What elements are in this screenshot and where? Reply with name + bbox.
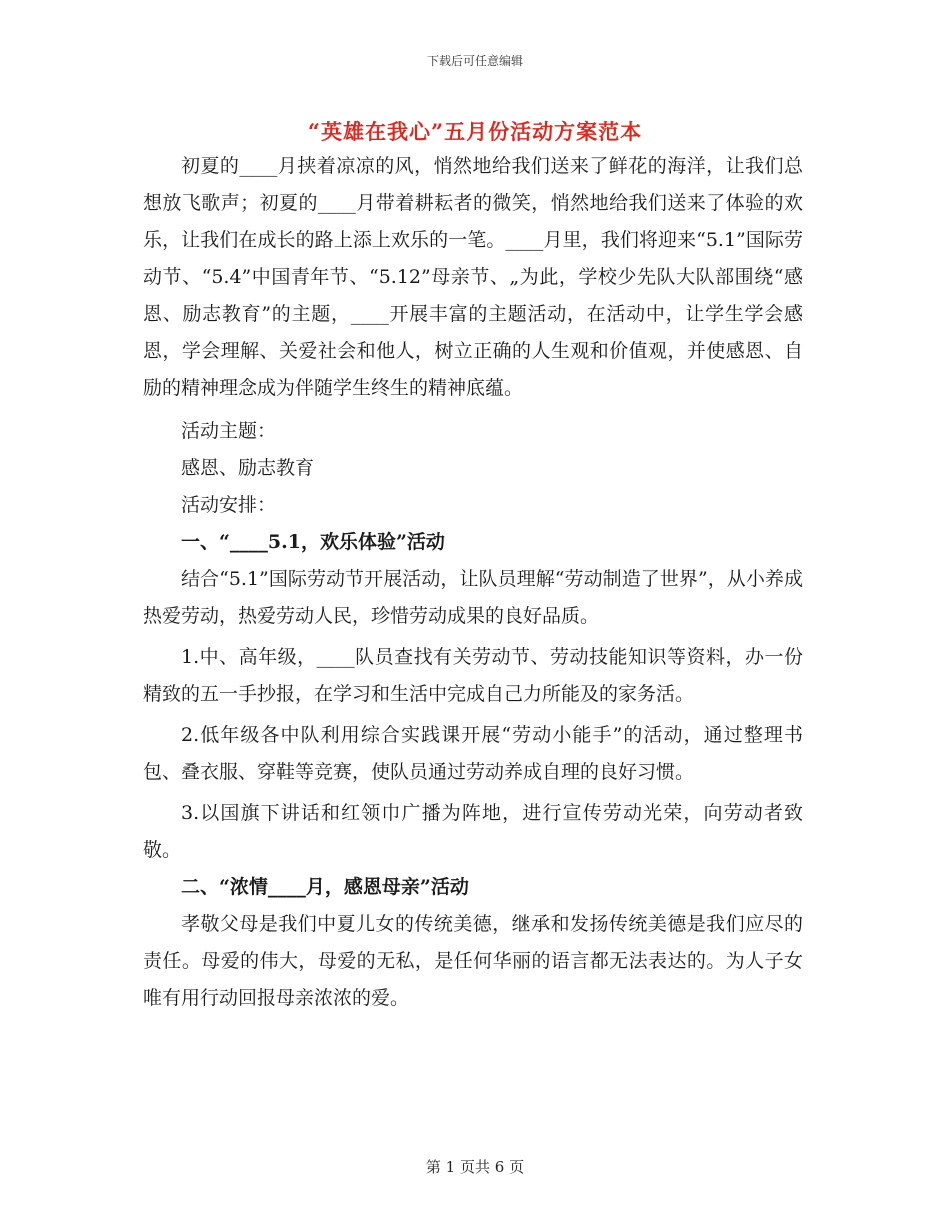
section-2-paragraph: 孝敬父母是我们中夏儿女的传统美德，继承和发扬传统美德是我们应尽的责任。母爱的伟大，母爱的无私，是任何华丽的语言都无法表达的。为人子女唯有用行动回报母亲浓浓的爱。 xyxy=(143,913,803,1009)
schedule-label: 活动安排： xyxy=(181,494,277,516)
section-1-item-3: 3.以国旗下讲话和红领巾广播为阵地，进行宣传劳动光荣，向劳动者致敬。 xyxy=(143,802,803,861)
section-1-item-2: 2.低年级各中队利用综合实践课开展“劳动小能手”的活动，通过整理书包、叠衣服、穿鞋等竞赛，使队员通过劳动养成自理的良好习惯。 xyxy=(143,724,803,783)
section-heading-1: 一、“____5.1，欢乐体验”活动 xyxy=(181,531,445,553)
page-header: 下载后可任意编辑 xyxy=(426,54,523,68)
document-title: “英雄在我心”五月份活动方案范本 xyxy=(307,119,643,144)
theme-value: 感恩、励志教育 xyxy=(181,457,315,479)
document-body xyxy=(143,148,803,1017)
theme-label: 活动主题： xyxy=(181,420,277,442)
section-heading-2: 二、“浓情____月，感恩母亲”活动 xyxy=(181,876,469,898)
intro-paragraph: 初夏的____月挟着凉凉的风，悄然地给我们送来了鲜花的海洋，让我们总想放飞歌声；初夏的____月带着耕耘者的微笑，悄然地给我们送来了体验的欢乐，让我们在成长的路上添上欢乐的一笔。____月里，我们将迎来“5.1”国际劳动节、“5.4”中国青年节、“5.12”母亲节、„为此，学校少先队大队部围绕“感恩、励志教育”的主题，____开展丰富的主题活动，在活动中，让学生学会感恩，学会理解、关爱社会和他人，树立正确的人生观和价值观，并使感恩、自励的精神理念成为伴随学生终生的精神底蕴。 xyxy=(143,155,803,399)
page-footer: 第 1 页共 6 页 xyxy=(425,1158,525,1176)
section-1-item-1: 1.中、高年级，____队员查找有关劳动节、劳动技能知识等资料，办一份精致的五一手抄报，在学习和生活中完成自己力所能及的家务活。 xyxy=(143,646,803,705)
section-1-paragraph: 结合“5.1”国际劳动节开展活动，让队员理解“劳动制造了世界”，从小养成热爱劳动，热爱劳动人民，珍惜劳动成果的良好品质。 xyxy=(143,568,803,627)
